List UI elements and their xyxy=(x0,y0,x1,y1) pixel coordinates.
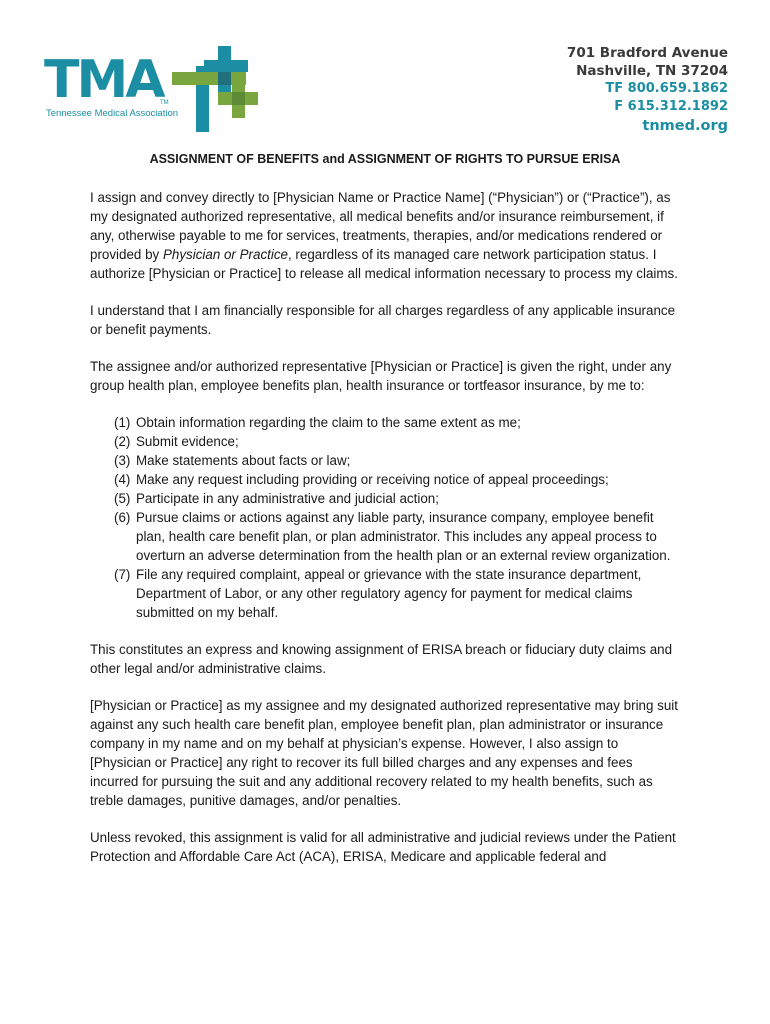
paragraph-financial-responsibility: I understand that I am financially responsible for all charges regardless of any applicable insurance or benefit payments. xyxy=(90,303,676,337)
list-item-number: (6) xyxy=(114,510,131,525)
logo-trademark: TM xyxy=(160,100,169,106)
logo-subtitle: Tennessee Medical Association xyxy=(46,108,179,119)
paragraph-assignment-italic: Physician or Practice xyxy=(162,247,288,262)
list-item-text: Make statements about facts or law; xyxy=(136,453,351,468)
paragraph-assignment-part1: I assign and convey directly to [Physician Name or Practice Name] (“Physician”) or (“Practice”), as my designated authorized representative, all medical benefits and/or insurance reimbursement, if any, otherwise payable to me for services, treatments, therapies, and/or medications rendered or provided by xyxy=(90,190,671,262)
list-item-text: Submit evidence; xyxy=(136,434,239,449)
logo-wordmark: TMA xyxy=(44,50,163,110)
list-item xyxy=(114,432,682,451)
address-city: Nashville, TN 37204 xyxy=(576,63,728,79)
fax-label: F xyxy=(614,99,624,114)
list-item-text: Pursue claims or actions against any liable party, insurance company, employee benefit plan, health care benefit plan, or plan administrator. This includes any appeal process to overturn an adverse determination from the health plan or an external review organization. xyxy=(136,510,671,563)
list-item xyxy=(114,508,682,565)
list-item-number: (5) xyxy=(114,491,131,506)
contact-block xyxy=(567,44,728,135)
rights-list xyxy=(90,413,682,622)
list-item xyxy=(114,470,682,489)
document-title: ASSIGNMENT OF BENEFITS and ASSIGNMENT OF RIGHTS TO PURSUE ERISA xyxy=(149,152,621,166)
paragraph-suit-rights: [Physician or Practice] as my assignee and my designated authorized representative may bring suit against any such health care benefit plan, employee benefit plan, plan administrator or insurance company in my name and on my behalf at physician’s expense. However, I also assign to [Physician or Practice] any right to recover its full billed charges and any expenses and fees incurred for pursuing the suit and any additional recovery related to my health benefits, such as treble damages, punitive damages, and/or penalties. xyxy=(90,698,678,808)
list-item-number: (4) xyxy=(114,472,131,487)
toll-free-number: 800.659.1862 xyxy=(627,81,728,96)
list-item-text: Obtain information regarding the claim to the same extent as me; xyxy=(136,415,521,430)
list-item-number: (7) xyxy=(114,567,131,582)
list-item-number: (1) xyxy=(114,415,131,430)
list-item-text: Participate in any administrative and judicial action; xyxy=(136,491,439,506)
list-item xyxy=(114,489,682,508)
tma-logo xyxy=(42,42,262,134)
fax-number: 615.312.1892 xyxy=(627,99,728,114)
paragraph-rights-intro: The assignee and/or authorized representative [Physician or Practice] is given the right, under any group health plan, employee benefits plan, health insurance or tortfeasor insurance, by me to: xyxy=(90,359,672,393)
paragraph-assignment-part2: , regardless of its managed care network participation status. I authorize [Physician or Practice] to release all medical information necessary to process my claims. xyxy=(90,247,678,281)
paragraph-assignment xyxy=(90,188,682,283)
toll-free-line xyxy=(567,80,728,98)
fax-line xyxy=(567,98,728,116)
address-street: 701 Bradford Avenue xyxy=(566,45,728,61)
paragraph-erisa-assignment: This constitutes an express and knowing assignment of ERISA breach or fiduciary duty claims and other legal and/or administrative claims. xyxy=(90,642,673,676)
list-item-text: File any required complaint, appeal or grievance with the state insurance department, Department of Labor, or any other regulatory agency for payment for medical claims submitted on my behalf. xyxy=(136,567,642,620)
toll-free-label: TF xyxy=(605,81,624,96)
paragraph-validity: Unless revoked, this assignment is valid for all administrative and judicial reviews under the Patient Protection and Affordable Care Act (ACA), ERISA, Medicare and applicable federal and xyxy=(90,830,676,864)
list-item-text: Make any request including providing or receiving notice of appeal proceedings; xyxy=(136,472,609,487)
medical-cross-icon xyxy=(170,44,260,134)
list-item-number: (2) xyxy=(114,434,131,449)
list-item-number: (3) xyxy=(114,453,131,468)
list-item xyxy=(114,413,682,432)
document-body xyxy=(90,188,682,884)
list-item xyxy=(114,451,682,470)
website: tnmed.org xyxy=(642,118,728,134)
list-item xyxy=(114,565,682,622)
